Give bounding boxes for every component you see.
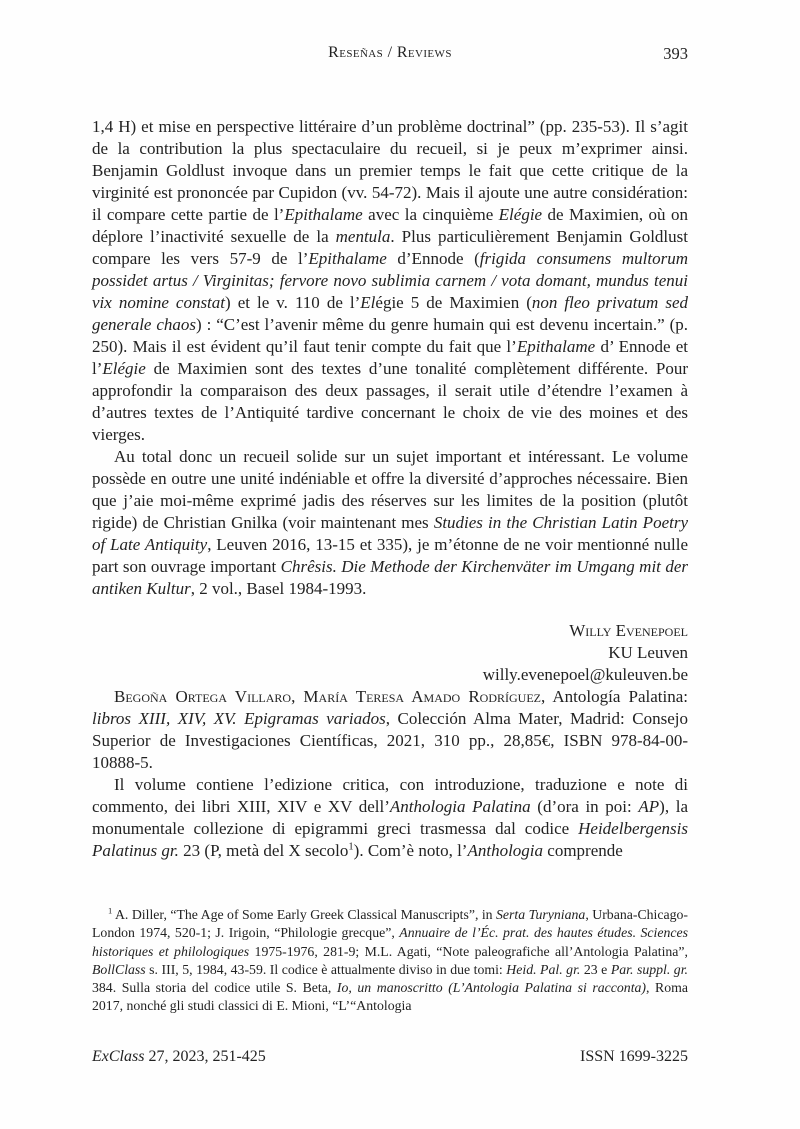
- running-title: Reseñas / Reviews: [328, 44, 452, 61]
- reviewer-name: Willy Evenepoel: [569, 621, 688, 640]
- paragraph-continuation: 1,4 H) et mise en perspective littéraire d’un problème doctrinal” (pp. 235-53). Il s’agit de la contribution la plus spectaculaire du recueil, si je peux m’exprimer ainsi. Benjamin Goldlust invoque dans un premier temps le fait que cette critique de la virginité est prononcée par Cupidon (vv. 54-72). Mais il ajoute une autre considération: il compare cette partie de l’Epithalame avec la cinquième Elégie de Maximien, où on déplore l’inactivité sexuelle de la mentula. Plus particulièrement Benjamin Goldlust compare les vers 57-9 de l’Epithalame d’Ennode (frigida consumens multorum possidet artus / Virginitas; fervore novo sublimia carnem / vota domant, mundus tenui vix nomine constat) et le v. 110 de l’Elégie 5 de Maximien (non fleo privatum sed generale chaos) : “C’est l’avenir même du genre humain qui est devenu incertain.” (p. 250). Mais il est évident qu’il faut tenir compte du fait que l’Epithalame d’ Ennode et l’Elégie de Maximien sont des textes d’une tonalité complètement différente. Pour approfondir la comparaison des deux passages, il serait utile d’étendre l’examen à d’autres textes de l’Antiquité tardive concernant le choix de vie des moines et des vierges.: [92, 117, 689, 444]
- running-head: [92, 44, 688, 64]
- signature-block: [92, 620, 688, 686]
- reviewer-affiliation: KU Leuven: [608, 643, 688, 662]
- issn: ISSN 1699-3225: [579, 1048, 688, 1065]
- footnote-1: $^1$ A. Diller, “The Age of Some Early Greek Classical Manuscripts”, in Serta Turyniana, Urbana-Chicago-London 1974, 520-1; J. Irigoin, “Philologie grecque”, Annuaire de l’Éc. prat. des hautes études. Sciences historiques et philologiques 1975-1976, 281-9; M.L. Agati, “Note paleografiche all’Antologia Palatina”, BollClass s. III, 5, 1984, 43-59. Il codice è attualmente diviso in due tomi: Heid. Pal. gr. 23 e Par. suppl. gr. 384. Sulla storia del codice utile S. Beta, Io, un manoscritto (L’Antologia Palatina si racconta), Roma 2017, nonché gli studi classici di E. Mioni, “L’“Antologia: [92, 905, 689, 1014]
- review-ortega-intro-paragraph: Il volume contiene l’edizione critica, con introduzione, traduzione e note di commento, dei libri XIII, XIV e XV dell’Anthologia Palatina (d’ora in poi: AP), la monumentale collezione di epigrammi greci trasmessa dal codice Heidelbergensis Palatinus gr. 23 (P, metà del X secolo$^1$). Com’è noto, l’Anthologia comprende: [92, 775, 688, 860]
- review-ortega-heading: Begoña Ortega Villaro, María Teresa Amado Rodríguez, Antología Palatina: libros XIII, XIV, XV. Epigramas variados, Colección Alma Mater, Madrid: Consejo Superior de Investigaciones Científicas, 2021, 310 pp., 28,85€, ISBN 978-84-00-10888-5.: [92, 687, 688, 772]
- page-number: 393: [663, 44, 688, 63]
- review-evenepoel: [92, 116, 688, 862]
- reviewer-email: willy.evenepoel@kuleuven.be: [482, 665, 688, 684]
- paragraph-conclusion: Au total donc un recueil solide sur un sujet important et intéressant. Le volume possède en outre une unité indéniable et offre la diversité d’approches nécessaire. Bien que j’aie moi-même exprimé jadis des réserves sur les limites de la position (plutôt rigide) de Christian Gnilka (voir maintenant mes Studies in the Christian Latin Poetry of Late Antiquity, Leuven 2016, 13-15 et 335), je m’étonne de ne voir mentionné nulle part son ouvrage important Chrêsis. Die Methode der Kirchenväter im Umgang mit der antiken Kultur, 2 vol., Basel 1984-1993.: [92, 447, 688, 598]
- journal-citation: ExClass 27, 2023, 251-425: [92, 1048, 266, 1065]
- footnote-block: [92, 906, 688, 1016]
- page-footer: [92, 1048, 688, 1066]
